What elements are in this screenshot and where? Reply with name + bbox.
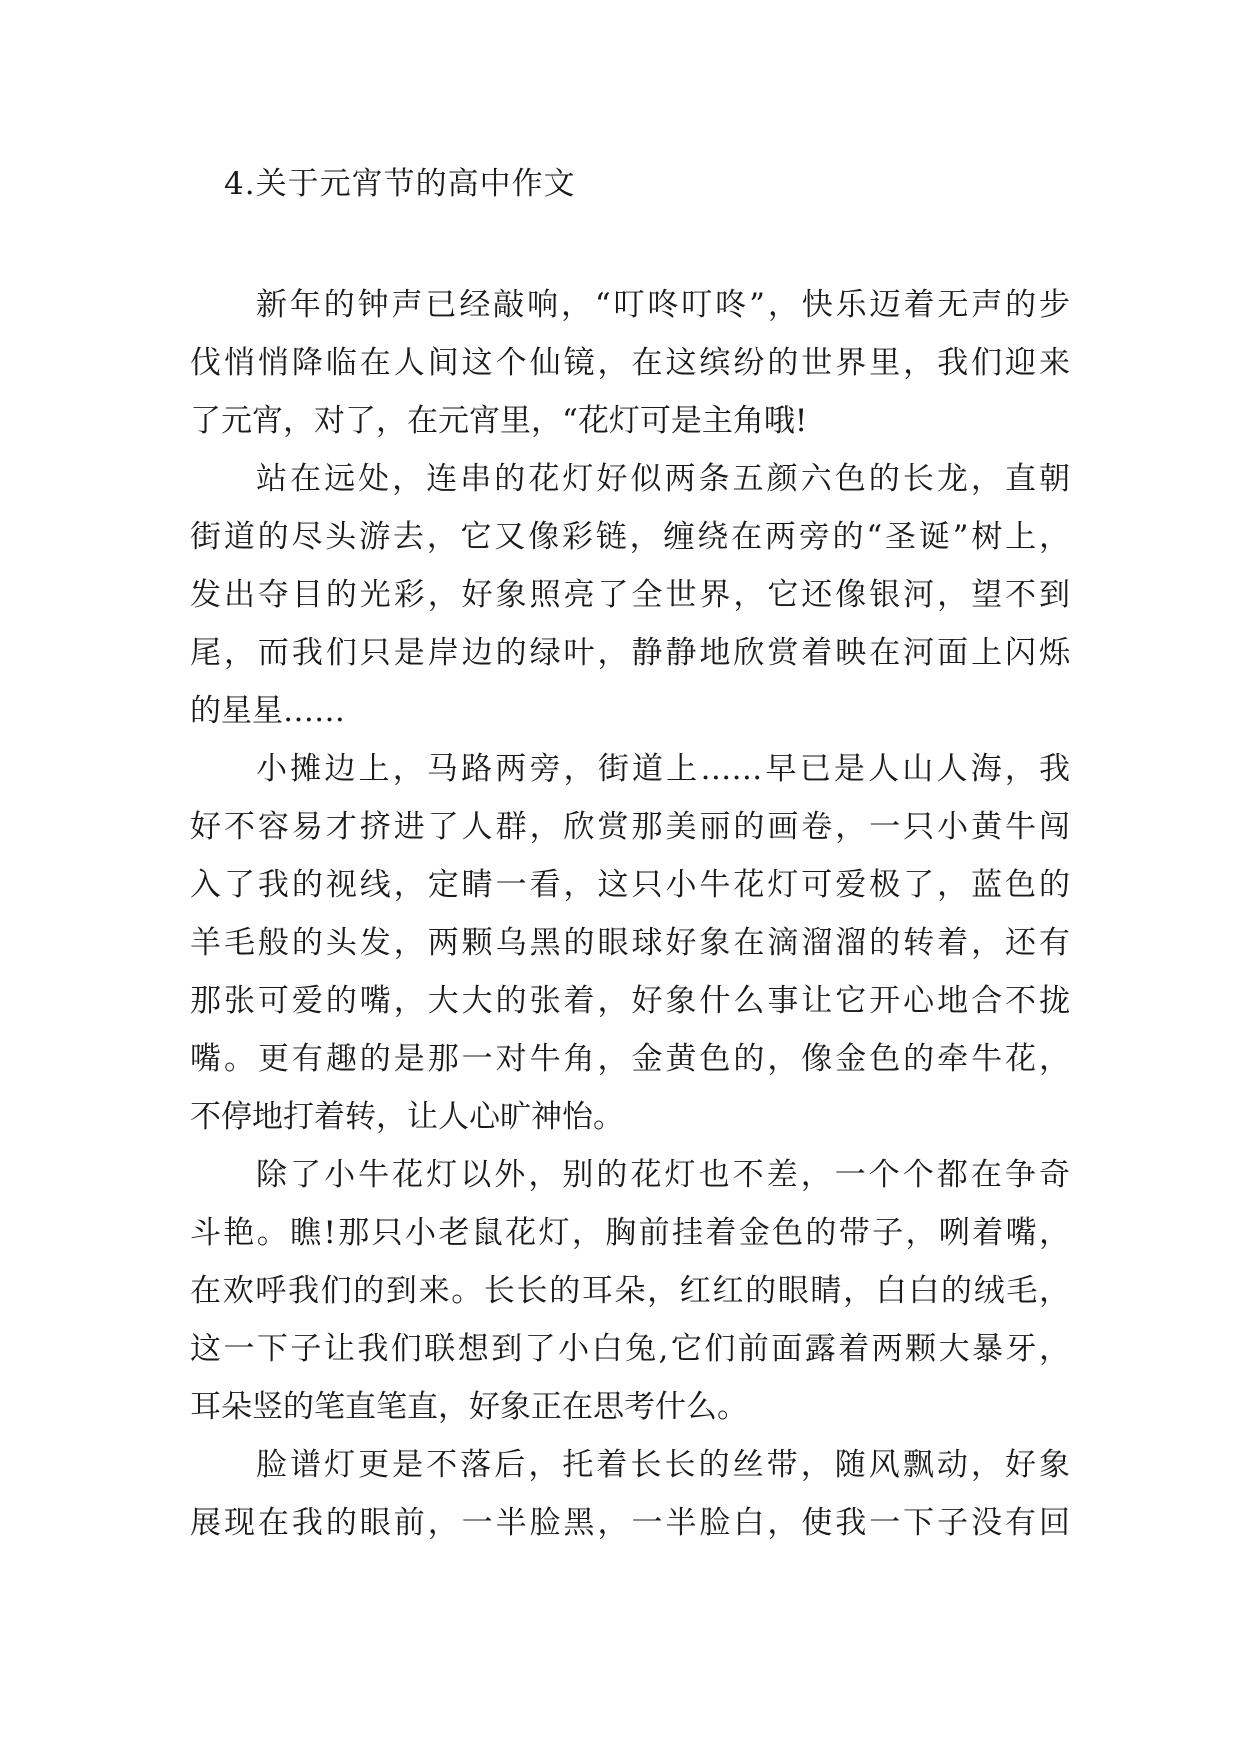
text-line: 那张可爱的嘴，大大的张着，好象什么事让它开心地合不拢 (190, 983, 1070, 1019)
text-line: 入了我的视线，定睛一看，这只小牛花灯可爱极了，蓝色的 (190, 867, 1070, 903)
text-line: 发出夺目的光彩，好象照亮了全世界，它还像银河，望不到 (190, 577, 1070, 613)
text-line: 不停地打着转，让人心旷神怡。 (190, 1099, 624, 1135)
text-line: 站在远处，连串的花灯好似两条五颜六色的长龙，直朝 (256, 461, 1070, 497)
text-line: 了元宵，对了，在元宵里，“花灯可是主角哦! (190, 403, 808, 439)
text-line: 这一下子让我们联想到了小白兔,它们前面露着两颗大暴牙， (190, 1331, 1070, 1367)
text-line: 尾，而我们只是岸边的绿叶，静静地欣赏着映在河面上闪烁 (190, 635, 1070, 671)
document-title: 4.关于元宵节的高中作文 (224, 166, 576, 202)
text-line: 展现在我的眼前，一半脸黑，一半脸白，使我一下子没有回 (190, 1505, 1070, 1541)
text-line: 的星星…… (190, 693, 345, 729)
text-line: 耳朵竖的笔直笔直，好象正在思考什么。 (190, 1389, 748, 1425)
text-line: 好不容易才挤进了人群，欣赏那美丽的画卷，一只小黄牛闯 (190, 809, 1070, 845)
text-line: 在欢呼我们的到来。长长的耳朵，红红的眼睛，白白的绒毛， (190, 1273, 1070, 1309)
text-line: 新年的钟声已经敲响，“叮咚叮咚”，快乐迈着无声的步 (256, 287, 1070, 323)
text-line: 脸谱灯更是不落后，托着长长的丝带，随风飘动，好象 (256, 1447, 1070, 1483)
text-line: 斗艳。瞧!那只小老鼠花灯，胸前挂着金色的带子，咧着嘴， (190, 1215, 1070, 1251)
text-line: 嘴。更有趣的是那一对牛角，金黄色的，像金色的牵牛花， (190, 1041, 1070, 1077)
text-line: 羊毛般的头发，两颗乌黑的眼球好象在滴溜溜的转着，还有 (190, 925, 1070, 961)
text-line: 除了小牛花灯以外，别的花灯也不差，一个个都在争奇 (256, 1157, 1070, 1193)
text-line: 伐悄悄降临在人间这个仙镜，在这缤纷的世界里，我们迎来 (190, 345, 1070, 381)
text-line: 街道的尽头游去，它又像彩链，缠绕在两旁的“圣诞”树上， (190, 519, 1070, 555)
essay-body (190, 276, 1070, 1552)
text-line: 小摊边上，马路两旁，街道上……早已是人山人海，我 (256, 751, 1070, 787)
